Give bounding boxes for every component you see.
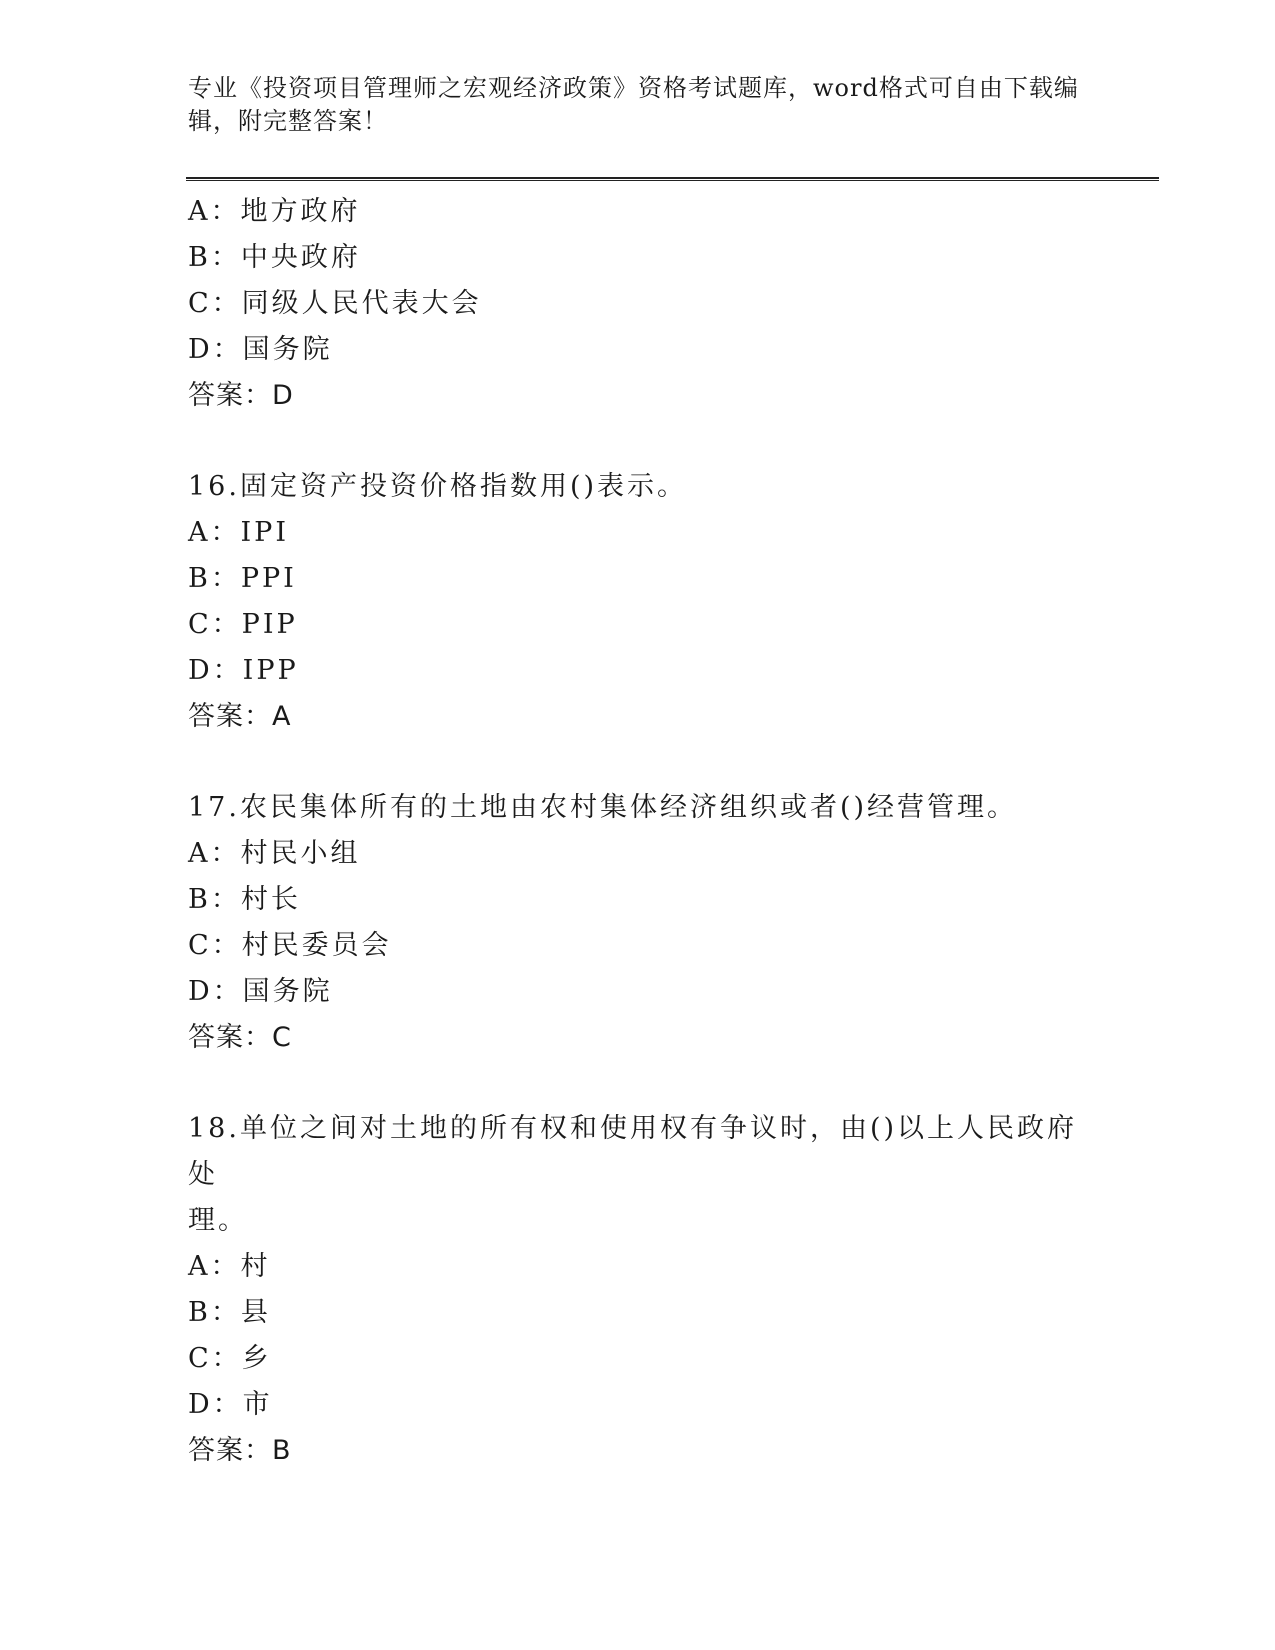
answer-label: 答案：A <box>188 701 292 732</box>
option-c: C：村民委员会 <box>188 930 392 961</box>
option-b: B：PPI <box>188 563 297 594</box>
question-16 <box>188 464 1088 740</box>
option-d: D：国务院 <box>188 976 333 1007</box>
question-text-line2: 理。 <box>188 1205 248 1236</box>
option-c: C：PIP <box>188 609 298 640</box>
answer-label: 答案：C <box>188 1022 292 1053</box>
option-a: A：地方政府 <box>188 196 361 227</box>
option-c: C：乡 <box>188 1343 272 1374</box>
question-17 <box>188 785 1088 1061</box>
option-d: D：市 <box>188 1389 273 1420</box>
document-header: 专业《投资项目管理师之宏观经济政策》资格考试题库，word格式可自由下载编辑，附完整答案！ <box>188 74 1079 135</box>
question-text-line1: 18.单位之间对土地的所有权和使用权有争议时，由()以上人民政府处 <box>188 1113 1078 1190</box>
option-c: C：同级人民代表大会 <box>188 288 482 319</box>
answer-label: 答案：B <box>188 1435 292 1466</box>
answer-label: 答案：D <box>188 380 294 411</box>
option-b: B：村长 <box>188 884 301 915</box>
option-d: D：IPP <box>188 655 299 686</box>
question-15 <box>188 189 1088 419</box>
option-a: A：村 <box>188 1251 271 1282</box>
option-a: A：村民小组 <box>188 838 361 869</box>
option-b: B：县 <box>188 1297 271 1328</box>
question-text: 17.农民集体所有的土地由农村集体经济组织或者()经营管理。 <box>188 792 1018 823</box>
option-a: A：IPI <box>188 517 289 548</box>
question-list <box>188 189 1088 1474</box>
option-b: B：中央政府 <box>188 242 361 273</box>
header-divider <box>186 177 1159 181</box>
option-d: D：国务院 <box>188 334 333 365</box>
question-text: 16.固定资产投资价格指数用()表示。 <box>188 471 688 502</box>
question-18 <box>188 1106 1088 1474</box>
